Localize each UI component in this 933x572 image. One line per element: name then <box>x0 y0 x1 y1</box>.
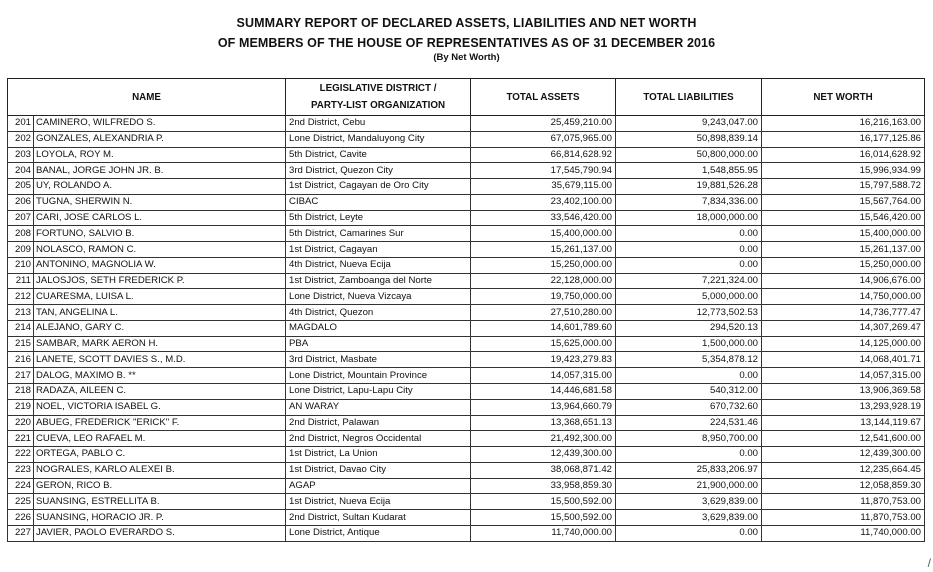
total-assets: 17,545,790.94 <box>471 163 616 179</box>
total-assets: 13,964,660.79 <box>471 399 616 415</box>
total-assets: 25,459,210.00 <box>471 116 616 132</box>
total-assets: 13,368,651.13 <box>471 415 616 431</box>
total-liabilities: 7,221,324.00 <box>616 273 762 289</box>
member-name: RADAZA, AILEEN C. <box>34 384 286 400</box>
row-number: 211 <box>8 273 34 289</box>
total-assets: 15,400,000.00 <box>471 226 616 242</box>
net-worth: 15,567,764.00 <box>762 194 925 210</box>
district-name: MAGDALO <box>286 320 471 336</box>
total-liabilities: 21,900,000.00 <box>616 478 762 494</box>
district-name: Lone District, Nueva Vizcaya <box>286 289 471 305</box>
total-liabilities: 1,500,000.00 <box>616 336 762 352</box>
page-mark: / <box>927 556 931 570</box>
row-number: 222 <box>8 447 34 463</box>
net-worth: 14,125,000.00 <box>762 336 925 352</box>
table-row <box>8 384 925 400</box>
row-number: 216 <box>8 352 34 368</box>
net-worth: 14,307,269.47 <box>762 320 925 336</box>
member-name: ORTEGA, PABLO C. <box>34 447 286 463</box>
district-name: 5th District, Leyte <box>286 210 471 226</box>
member-name: NOLASCO, RAMON C. <box>34 242 286 258</box>
total-assets: 22,128,000.00 <box>471 273 616 289</box>
total-liabilities: 9,243,047.00 <box>616 116 762 132</box>
table-row <box>8 163 925 179</box>
district-name: 5th District, Camarines Sur <box>286 226 471 242</box>
member-name: TUGNA, SHERWIN N. <box>34 194 286 210</box>
member-name: LANETE, SCOTT DAVIES S., M.D. <box>34 352 286 368</box>
report-subtitle: (By Net Worth) <box>433 52 500 63</box>
net-worth: 13,906,369.58 <box>762 384 925 400</box>
table-row <box>8 226 925 242</box>
district-name: Lone District, Mountain Province <box>286 368 471 384</box>
member-name: NOEL, VICTORIA ISABEL G. <box>34 399 286 415</box>
total-assets: 23,402,100.00 <box>471 194 616 210</box>
total-assets: 67,075,965.00 <box>471 131 616 147</box>
table-row <box>8 305 925 321</box>
total-liabilities: 0.00 <box>616 447 762 463</box>
row-number: 223 <box>8 462 34 478</box>
table-row <box>8 352 925 368</box>
table-row <box>8 289 925 305</box>
total-liabilities: 50,898,839.14 <box>616 131 762 147</box>
total-assets: 14,446,681.58 <box>471 384 616 400</box>
total-liabilities: 0.00 <box>616 257 762 273</box>
total-liabilities: 540,312.00 <box>616 384 762 400</box>
member-name: CARI, JOSE CARLOS L. <box>34 210 286 226</box>
liabilities-column-header: TOTAL LIABILITIES <box>616 79 762 116</box>
row-number: 225 <box>8 494 34 510</box>
total-assets: 21,492,300.00 <box>471 431 616 447</box>
member-name: GONZALES, ALEXANDRIA P. <box>34 131 286 147</box>
row-number: 214 <box>8 320 34 336</box>
district-name: CIBAC <box>286 194 471 210</box>
net-worth: 15,546,420.00 <box>762 210 925 226</box>
row-number: 220 <box>8 415 34 431</box>
total-liabilities: 7,834,336.00 <box>616 194 762 210</box>
net-worth: 12,058,859.30 <box>762 478 925 494</box>
net-worth: 13,293,928.19 <box>762 399 925 415</box>
net-worth: 14,750,000.00 <box>762 289 925 305</box>
member-name: DALOG, MAXIMO B. ** <box>34 368 286 384</box>
table-row <box>8 194 925 210</box>
member-name: ABUEG, FREDERICK "ERICK" F. <box>34 415 286 431</box>
district-name: 4th District, Quezon <box>286 305 471 321</box>
member-name: UY, ROLANDO A. <box>34 179 286 195</box>
district-name: 1st District, Zamboanga del Norte <box>286 273 471 289</box>
row-number: 217 <box>8 368 34 384</box>
total-assets: 15,261,137.00 <box>471 242 616 258</box>
table-row <box>8 147 925 163</box>
member-name: SUANSING, HORACIO JR. P. <box>34 510 286 526</box>
member-name: CAMINERO, WILFREDO S. <box>34 116 286 132</box>
table-row <box>8 131 925 147</box>
table-row <box>8 494 925 510</box>
row-number: 201 <box>8 116 34 132</box>
table-row <box>8 179 925 195</box>
total-assets: 27,510,280.00 <box>471 305 616 321</box>
district-header-line1: LEGISLATIVE DISTRICT / <box>319 83 437 94</box>
member-name: CUEVA, LEO RAFAEL M. <box>34 431 286 447</box>
net-worth: 11,870,753.00 <box>762 510 925 526</box>
total-liabilities: 50,800,000.00 <box>616 147 762 163</box>
net-worth: 11,740,000.00 <box>762 525 925 541</box>
district-name: Lone District, Mandaluyong City <box>286 131 471 147</box>
total-liabilities: 670,732.60 <box>616 399 762 415</box>
row-number: 218 <box>8 384 34 400</box>
row-number: 202 <box>8 131 34 147</box>
total-liabilities: 3,629,839.00 <box>616 494 762 510</box>
table-row <box>8 447 925 463</box>
row-number: 205 <box>8 179 34 195</box>
total-liabilities: 0.00 <box>616 226 762 242</box>
name-column-header: NAME <box>8 79 286 116</box>
net-worth: 15,250,000.00 <box>762 257 925 273</box>
table-row <box>8 257 925 273</box>
total-assets: 19,750,000.00 <box>471 289 616 305</box>
total-liabilities: 1,548,855.95 <box>616 163 762 179</box>
net-worth: 14,906,676.00 <box>762 273 925 289</box>
net-worth: 15,400,000.00 <box>762 226 925 242</box>
report-title: SUMMARY REPORT OF DECLARED ASSETS, LIABILITIES AND NET WORTH <box>236 16 697 30</box>
total-assets: 14,057,315.00 <box>471 368 616 384</box>
total-liabilities: 5,000,000.00 <box>616 289 762 305</box>
district-name: 1st District, La Union <box>286 447 471 463</box>
member-name: TAN, ANGELINA L. <box>34 305 286 321</box>
total-assets: 14,601,789.60 <box>471 320 616 336</box>
member-name: CUARESMA, LUISA L. <box>34 289 286 305</box>
row-number: 213 <box>8 305 34 321</box>
total-liabilities: 224,531.46 <box>616 415 762 431</box>
row-number: 203 <box>8 147 34 163</box>
table-row <box>8 462 925 478</box>
table-row <box>8 273 925 289</box>
total-assets: 15,250,000.00 <box>471 257 616 273</box>
district-header-line2: PARTY-LIST ORGANIZATION <box>310 100 446 111</box>
net-worth: 14,068,401.71 <box>762 352 925 368</box>
net-worth: 15,996,934.99 <box>762 163 925 179</box>
district-name: 2nd District, Cebu <box>286 116 471 132</box>
table-row <box>8 431 925 447</box>
row-number: 215 <box>8 336 34 352</box>
report-title-line2: OF MEMBERS OF THE HOUSE OF REPRESENTATIVES AS OF 31 DECEMBER 2016 <box>217 36 716 50</box>
assets-column-header: TOTAL ASSETS <box>471 79 616 116</box>
total-liabilities: 294,520.13 <box>616 320 762 336</box>
member-name: BANAL, JORGE JOHN JR. B. <box>34 163 286 179</box>
district-name: 4th District, Nueva Ecija <box>286 257 471 273</box>
member-name: NOGRALES, KARLO ALEXEI B. <box>34 462 286 478</box>
total-assets: 11,740,000.00 <box>471 525 616 541</box>
member-name: GERON, RICO B. <box>34 478 286 494</box>
row-number: 206 <box>8 194 34 210</box>
district-name: 3rd District, Masbate <box>286 352 471 368</box>
table-row <box>8 525 925 541</box>
net-worth: 11,870,753.00 <box>762 494 925 510</box>
total-liabilities: 0.00 <box>616 368 762 384</box>
total-assets: 19,423,279.83 <box>471 352 616 368</box>
total-liabilities: 0.00 <box>616 242 762 258</box>
district-name: PBA <box>286 336 471 352</box>
row-number: 212 <box>8 289 34 305</box>
table-row <box>8 399 925 415</box>
net-worth: 13,144,119.67 <box>762 415 925 431</box>
district-name: 1st District, Cagayan <box>286 242 471 258</box>
district-name: 3rd District, Quezon City <box>286 163 471 179</box>
total-assets: 35,679,115.00 <box>471 179 616 195</box>
net-worth: 12,439,300.00 <box>762 447 925 463</box>
net-worth: 12,541,600.00 <box>762 431 925 447</box>
table-header-row <box>8 79 925 116</box>
table-row <box>8 368 925 384</box>
district-name: 1st District, Davao City <box>286 462 471 478</box>
total-assets: 15,500,592.00 <box>471 494 616 510</box>
net-worth: 16,177,125.86 <box>762 131 925 147</box>
row-number: 209 <box>8 242 34 258</box>
district-name: AGAP <box>286 478 471 494</box>
district-name: Lone District, Lapu-Lapu City <box>286 384 471 400</box>
row-number: 219 <box>8 399 34 415</box>
district-name: 5th District, Cavite <box>286 147 471 163</box>
total-liabilities: 3,629,839.00 <box>616 510 762 526</box>
row-number: 224 <box>8 478 34 494</box>
total-assets: 33,546,420.00 <box>471 210 616 226</box>
table-row <box>8 510 925 526</box>
total-liabilities: 18,000,000.00 <box>616 210 762 226</box>
total-liabilities: 5,354,878.12 <box>616 352 762 368</box>
total-assets: 66,814,628.92 <box>471 147 616 163</box>
table-row <box>8 478 925 494</box>
member-name: SUANSING, ESTRELLITA B. <box>34 494 286 510</box>
table-row <box>8 320 925 336</box>
district-name: 1st District, Nueva Ecija <box>286 494 471 510</box>
net-worth-table <box>7 78 925 542</box>
net-worth: 16,216,163.00 <box>762 116 925 132</box>
total-assets: 15,500,592.00 <box>471 510 616 526</box>
total-liabilities: 12,773,502.53 <box>616 305 762 321</box>
row-number: 210 <box>8 257 34 273</box>
row-number: 227 <box>8 525 34 541</box>
net-worth: 16,014,628.92 <box>762 147 925 163</box>
member-name: SAMBAR, MARK AERON H. <box>34 336 286 352</box>
net-worth: 14,057,315.00 <box>762 368 925 384</box>
member-name: FORTUNO, SALVIO B. <box>34 226 286 242</box>
table-row <box>8 116 925 132</box>
member-name: LOYOLA, ROY M. <box>34 147 286 163</box>
total-liabilities: 25,833,206.97 <box>616 462 762 478</box>
net-worth: 14,736,777.47 <box>762 305 925 321</box>
member-name: ALEJANO, GARY C. <box>34 320 286 336</box>
row-number: 208 <box>8 226 34 242</box>
table-row <box>8 242 925 258</box>
total-liabilities: 8,950,700.00 <box>616 431 762 447</box>
table-row <box>8 415 925 431</box>
total-assets: 15,625,000.00 <box>471 336 616 352</box>
district-name: AN WARAY <box>286 399 471 415</box>
row-number: 204 <box>8 163 34 179</box>
total-assets: 38,068,871.42 <box>471 462 616 478</box>
row-number: 226 <box>8 510 34 526</box>
district-name: 2nd District, Sultan Kudarat <box>286 510 471 526</box>
table-row <box>8 210 925 226</box>
district-name: Lone District, Antique <box>286 525 471 541</box>
net-worth: 15,797,588.72 <box>762 179 925 195</box>
member-name: JAVIER, PAOLO EVERARDO S. <box>34 525 286 541</box>
row-number: 221 <box>8 431 34 447</box>
net-worth: 12,235,664.45 <box>762 462 925 478</box>
district-column-header <box>286 79 471 116</box>
net-worth-column-header: NET WORTH <box>762 79 925 116</box>
member-name: ANTONINO, MAGNOLIA W. <box>34 257 286 273</box>
district-name: 2nd District, Palawan <box>286 415 471 431</box>
total-assets: 12,439,300.00 <box>471 447 616 463</box>
net-worth: 15,261,137.00 <box>762 242 925 258</box>
total-liabilities: 19,881,526.28 <box>616 179 762 195</box>
total-assets: 33,958,859.30 <box>471 478 616 494</box>
total-liabilities: 0.00 <box>616 525 762 541</box>
district-name: 2nd District, Negros Occidental <box>286 431 471 447</box>
member-name: JALOSJOS, SETH FREDERICK P. <box>34 273 286 289</box>
district-name: 1st District, Cagayan de Oro City <box>286 179 471 195</box>
table-row <box>8 336 925 352</box>
row-number: 207 <box>8 210 34 226</box>
